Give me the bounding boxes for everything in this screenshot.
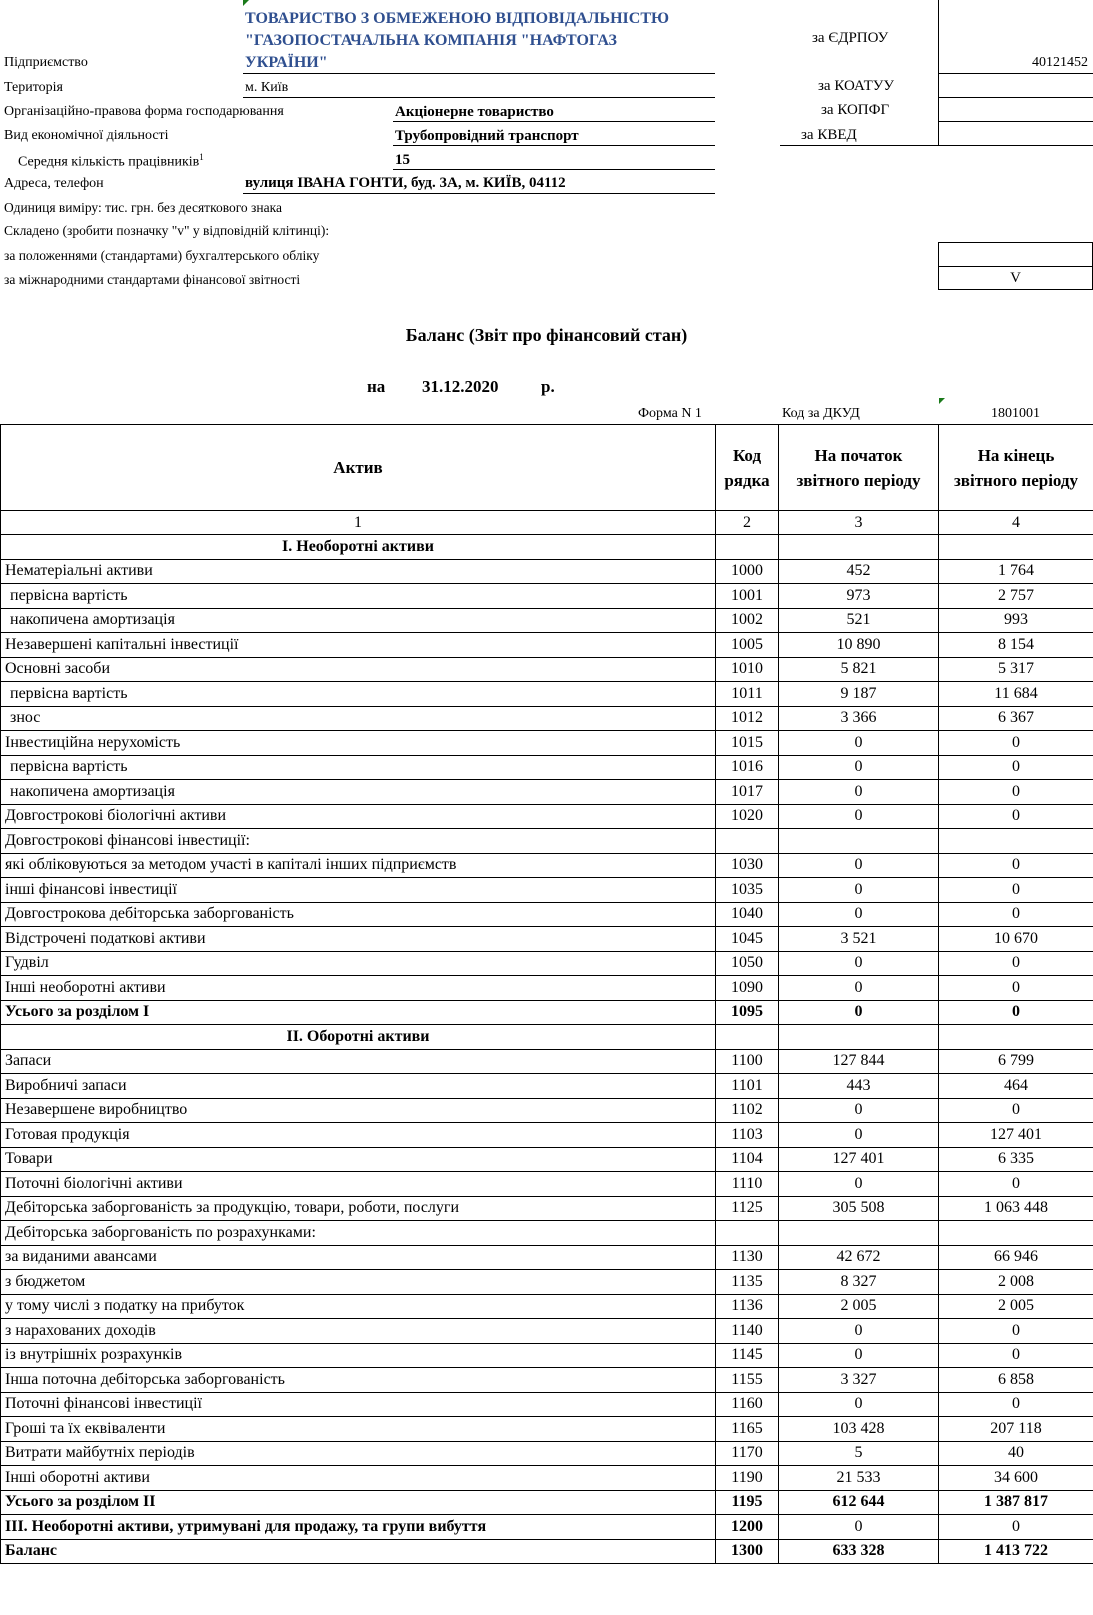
table-row bbox=[1, 559, 1093, 584]
row-label: Дебіторська заборгованість за продукцію, товари, роботи, послуги bbox=[1, 1196, 716, 1221]
row-end-value: 0 bbox=[939, 1000, 1093, 1025]
row-code: 1140 bbox=[716, 1319, 779, 1344]
column-number: 3 bbox=[779, 511, 939, 535]
table-row bbox=[1, 1172, 1093, 1197]
row-code: 1001 bbox=[716, 584, 779, 609]
row-start-value: 0 bbox=[779, 1172, 939, 1197]
table-row bbox=[1, 1441, 1093, 1466]
table-row bbox=[1, 633, 1093, 658]
activity-value: Трубопровідний транспорт bbox=[395, 128, 579, 144]
kved-underline bbox=[780, 145, 1093, 146]
row-end-value: 0 bbox=[939, 976, 1093, 1001]
row-start-value: 3 521 bbox=[779, 927, 939, 952]
edrpou-underline bbox=[938, 73, 1093, 74]
form-number: Форма N 1 bbox=[638, 406, 702, 421]
territory-value: м. Київ bbox=[245, 80, 289, 95]
balance-table bbox=[0, 424, 1093, 1564]
column-number: 1 bbox=[1, 511, 716, 535]
column-header-start-line1: На початок bbox=[814, 445, 903, 465]
row-label: які обліковуються за методом участі в капіталі інших підприємств bbox=[1, 853, 716, 878]
row-start-value: 0 bbox=[779, 731, 939, 756]
column-header-code-line2: рядка bbox=[724, 470, 770, 490]
national-standards-checkbox[interactable] bbox=[938, 242, 1093, 267]
table-row bbox=[1, 927, 1093, 952]
table-row bbox=[1, 1098, 1093, 1123]
row-end-value: 2 005 bbox=[939, 1294, 1093, 1319]
territory-underline bbox=[243, 97, 715, 98]
row-end-value: 0 bbox=[939, 780, 1093, 805]
row-end-value: 207 118 bbox=[939, 1417, 1093, 1442]
table-row bbox=[1, 608, 1093, 633]
row-end-value bbox=[939, 829, 1093, 854]
table-row bbox=[1, 976, 1093, 1001]
row-start-value: 0 bbox=[779, 804, 939, 829]
table-row bbox=[1, 1245, 1093, 1270]
row-start-value: 0 bbox=[779, 902, 939, 927]
total-row bbox=[1, 1490, 1093, 1515]
row-end-value: 993 bbox=[939, 608, 1093, 633]
row-label: Витрати майбутніх періодів bbox=[1, 1441, 716, 1466]
row-code: 1011 bbox=[716, 682, 779, 707]
row-code: 1300 bbox=[716, 1539, 779, 1564]
dkud-value: 1801001 bbox=[991, 406, 1040, 421]
row-end-value: 6 335 bbox=[939, 1147, 1093, 1172]
row-start-value: 0 bbox=[779, 1515, 939, 1540]
address-underline bbox=[243, 193, 715, 194]
employees-label-text: Середня кількість працівників bbox=[18, 154, 200, 170]
row-code: 1160 bbox=[716, 1392, 779, 1417]
row-start-value: 0 bbox=[779, 755, 939, 780]
row-start-value: 0 bbox=[779, 1343, 939, 1368]
row-start-value bbox=[779, 829, 939, 854]
national-standards-label: за положеннями (стандартами) бухгалтерського обліку bbox=[4, 248, 320, 263]
row-label: накопичена амортизація bbox=[1, 608, 716, 633]
row-label: Інша поточна дебіторська заборгованість bbox=[1, 1368, 716, 1393]
total-row bbox=[1, 1000, 1093, 1025]
row-label: Нематеріальні активи bbox=[1, 559, 716, 584]
row-label: за виданими авансами bbox=[1, 1245, 716, 1270]
row-end-value: 0 bbox=[939, 755, 1093, 780]
row-label: первісна вартість bbox=[1, 755, 716, 780]
row-end-value: 0 bbox=[939, 878, 1093, 903]
row-end-value: 0 bbox=[939, 1098, 1093, 1123]
row-code: 1000 bbox=[716, 559, 779, 584]
row-end-value: 66 946 bbox=[939, 1245, 1093, 1270]
row-start-value: 633 328 bbox=[779, 1539, 939, 1564]
row-code: 1155 bbox=[716, 1368, 779, 1393]
row-end-value: 0 bbox=[939, 853, 1093, 878]
koatuu-underline bbox=[938, 97, 1093, 98]
row-label: I. Необоротні активи bbox=[1, 535, 716, 560]
row-end-value bbox=[939, 1025, 1093, 1050]
row-end-value: 6 799 bbox=[939, 1049, 1093, 1074]
compiled-line: Складено (зробити позначку "v" у відповідній клітинці): bbox=[4, 223, 330, 238]
international-standards-checkbox[interactable]: V bbox=[938, 266, 1093, 290]
row-label: Інші необоротні активи bbox=[1, 976, 716, 1001]
address-value: вулиця ІВАНА ГОНТИ, буд. 3А, м. КИЇВ, 04112 bbox=[245, 175, 566, 191]
row-end-value: 1 413 722 bbox=[939, 1539, 1093, 1564]
row-label: у тому числі з податку на прибуток bbox=[1, 1294, 716, 1319]
row-code: 1015 bbox=[716, 731, 779, 756]
table-row bbox=[1, 1123, 1093, 1148]
row-code: 1030 bbox=[716, 853, 779, 878]
koatuu-label: за КОАТУУ bbox=[818, 78, 894, 94]
row-code: 1012 bbox=[716, 706, 779, 731]
row-label: Незавершене виробництво bbox=[1, 1098, 716, 1123]
row-code: 1195 bbox=[716, 1490, 779, 1515]
row-label: Виробничі запаси bbox=[1, 1074, 716, 1099]
row-start-value: 0 bbox=[779, 1098, 939, 1123]
table-row bbox=[1, 902, 1093, 927]
row-end-value: 0 bbox=[939, 1343, 1093, 1368]
row-start-value: 5 821 bbox=[779, 657, 939, 682]
row-end-value: 0 bbox=[939, 1515, 1093, 1540]
enterprise-underline bbox=[243, 73, 715, 74]
table-row bbox=[1, 657, 1093, 682]
address-label: Адреса, телефон bbox=[4, 176, 104, 191]
table-row bbox=[1, 1270, 1093, 1295]
row-start-value: 0 bbox=[779, 878, 939, 903]
row-code bbox=[716, 829, 779, 854]
row-end-value: 6 367 bbox=[939, 706, 1093, 731]
unit-line: Одиниця виміру: тис. грн. без десяткового знака bbox=[4, 200, 282, 215]
row-label: знос bbox=[1, 706, 716, 731]
column-header-asset: Актив bbox=[1, 425, 716, 511]
row-label: з бюджетом bbox=[1, 1270, 716, 1295]
row-end-value: 2 008 bbox=[939, 1270, 1093, 1295]
column-header-end-line2: звітного періоду bbox=[953, 470, 1079, 490]
row-start-value: 2 005 bbox=[779, 1294, 939, 1319]
table-row bbox=[1, 1049, 1093, 1074]
row-start-value: 443 bbox=[779, 1074, 939, 1099]
row-end-value: 34 600 bbox=[939, 1466, 1093, 1491]
row-code bbox=[716, 1025, 779, 1050]
row-end-value: 127 401 bbox=[939, 1123, 1093, 1148]
column-header-code-line1: Код bbox=[732, 445, 762, 465]
kopfg-label: за КОПФГ bbox=[821, 102, 890, 118]
row-label: накопичена амортизація bbox=[1, 780, 716, 805]
cell-marker bbox=[243, 0, 249, 6]
table-row bbox=[1, 1196, 1093, 1221]
table-row bbox=[1, 682, 1093, 707]
table-row bbox=[1, 706, 1093, 731]
row-label: Усього за розділом I bbox=[1, 1000, 716, 1025]
row-start-value: 0 bbox=[779, 1392, 939, 1417]
cell-marker bbox=[939, 398, 945, 404]
row-start-value: 0 bbox=[779, 1123, 939, 1148]
row-code: 1010 bbox=[716, 657, 779, 682]
table-row bbox=[1, 829, 1093, 854]
row-code: 1102 bbox=[716, 1098, 779, 1123]
total-row bbox=[1, 1515, 1093, 1540]
column-header-start bbox=[779, 425, 939, 511]
row-code: 1095 bbox=[716, 1000, 779, 1025]
row-label: з нарахованих доходів bbox=[1, 1319, 716, 1344]
section-header-row bbox=[1, 535, 1093, 560]
table-row bbox=[1, 1343, 1093, 1368]
employees-underline bbox=[393, 169, 715, 170]
employees-footnote: 1 bbox=[199, 152, 204, 162]
territory-label: Територія bbox=[4, 80, 63, 95]
row-label: Гудвіл bbox=[1, 951, 716, 976]
row-end-value: 8 154 bbox=[939, 633, 1093, 658]
activity-underline bbox=[393, 145, 715, 146]
row-label: Усього за розділом II bbox=[1, 1490, 716, 1515]
row-code: 1145 bbox=[716, 1343, 779, 1368]
row-end-value: 6 858 bbox=[939, 1368, 1093, 1393]
row-label: Незавершені капітальні інвестиції bbox=[1, 633, 716, 658]
row-label: Інші оборотні активи bbox=[1, 1466, 716, 1491]
row-code: 1017 bbox=[716, 780, 779, 805]
report-date: 31.12.2020 bbox=[422, 377, 499, 396]
row-end-value: 0 bbox=[939, 804, 1093, 829]
row-end-value: 0 bbox=[939, 1392, 1093, 1417]
row-label: Відстрочені податкові активи bbox=[1, 927, 716, 952]
row-code: 1050 bbox=[716, 951, 779, 976]
activity-label: Вид економічної діяльності bbox=[4, 128, 169, 143]
table-row bbox=[1, 1221, 1093, 1246]
international-standards-label: за міжнародними стандартами фінансової звітності bbox=[4, 272, 301, 287]
row-start-value bbox=[779, 1221, 939, 1246]
row-label: Поточні фінансові інвестиції bbox=[1, 1392, 716, 1417]
row-end-value: 0 bbox=[939, 731, 1093, 756]
row-label: Довгострокові біологічні активи bbox=[1, 804, 716, 829]
row-label: Запаси bbox=[1, 1049, 716, 1074]
table-body bbox=[1, 535, 1093, 1564]
table-row bbox=[1, 804, 1093, 829]
row-start-value: 0 bbox=[779, 1319, 939, 1344]
row-end-value: 1 764 bbox=[939, 559, 1093, 584]
column-number: 4 bbox=[939, 511, 1093, 535]
row-end-value: 0 bbox=[939, 1319, 1093, 1344]
table-row bbox=[1, 1392, 1093, 1417]
table-header-row bbox=[1, 425, 1093, 511]
table-row bbox=[1, 853, 1093, 878]
row-code bbox=[716, 535, 779, 560]
row-start-value: 21 533 bbox=[779, 1466, 939, 1491]
row-start-value: 8 327 bbox=[779, 1270, 939, 1295]
row-start-value: 0 bbox=[779, 976, 939, 1001]
row-label: Баланс bbox=[1, 1539, 716, 1564]
row-start-value bbox=[779, 535, 939, 560]
table-row bbox=[1, 584, 1093, 609]
employees-label bbox=[18, 152, 204, 171]
row-label: Довгострокові фінансові інвестиції: bbox=[1, 829, 716, 854]
column-number-row bbox=[1, 511, 1093, 535]
row-end-value bbox=[939, 1221, 1093, 1246]
row-end-value: 2 757 bbox=[939, 584, 1093, 609]
row-code: 1130 bbox=[716, 1245, 779, 1270]
row-label: Поточні біологічні активи bbox=[1, 1172, 716, 1197]
row-code: 1165 bbox=[716, 1417, 779, 1442]
row-code: 1190 bbox=[716, 1466, 779, 1491]
row-code: 1125 bbox=[716, 1196, 779, 1221]
row-label: Довгострокова дебіторська заборгованість bbox=[1, 902, 716, 927]
row-start-value: 0 bbox=[779, 780, 939, 805]
row-code: 1136 bbox=[716, 1294, 779, 1319]
edrpou-label: за ЄДРПОУ bbox=[812, 30, 889, 46]
row-code: 1104 bbox=[716, 1147, 779, 1172]
row-code: 1040 bbox=[716, 902, 779, 927]
row-code: 1110 bbox=[716, 1172, 779, 1197]
table-row bbox=[1, 1368, 1093, 1393]
row-start-value: 42 672 bbox=[779, 1245, 939, 1270]
legal-form-value: Акціонерне товариство bbox=[395, 104, 554, 120]
column-header-code bbox=[716, 425, 779, 511]
row-start-value: 103 428 bbox=[779, 1417, 939, 1442]
table-row bbox=[1, 951, 1093, 976]
row-start-value bbox=[779, 1025, 939, 1050]
row-code: 1103 bbox=[716, 1123, 779, 1148]
row-start-value: 521 bbox=[779, 608, 939, 633]
row-start-value: 9 187 bbox=[779, 682, 939, 707]
total-row bbox=[1, 1539, 1093, 1564]
section-header-row bbox=[1, 1025, 1093, 1050]
row-end-value: 1 063 448 bbox=[939, 1196, 1093, 1221]
row-label: Гроші та їх еквіваленти bbox=[1, 1417, 716, 1442]
row-end-value: 11 684 bbox=[939, 682, 1093, 707]
table-row bbox=[1, 1147, 1093, 1172]
row-code: 1045 bbox=[716, 927, 779, 952]
row-label: первісна вартість bbox=[1, 584, 716, 609]
row-start-value: 0 bbox=[779, 853, 939, 878]
row-start-value: 5 bbox=[779, 1441, 939, 1466]
row-end-value: 10 670 bbox=[939, 927, 1093, 952]
kopfg-underline bbox=[938, 121, 1093, 122]
row-label: первісна вартість bbox=[1, 682, 716, 707]
row-code bbox=[716, 1221, 779, 1246]
table-row bbox=[1, 780, 1093, 805]
row-end-value: 0 bbox=[939, 902, 1093, 927]
row-end-value: 1 387 817 bbox=[939, 1490, 1093, 1515]
table-row bbox=[1, 1466, 1093, 1491]
table-row bbox=[1, 1294, 1093, 1319]
dkud-label: Код за ДКУД bbox=[782, 406, 860, 421]
row-code: 1002 bbox=[716, 608, 779, 633]
row-label: II. Оборотні активи bbox=[1, 1025, 716, 1050]
row-label: Основні засоби bbox=[1, 657, 716, 682]
row-start-value: 305 508 bbox=[779, 1196, 939, 1221]
row-start-value: 973 bbox=[779, 584, 939, 609]
row-code: 1200 bbox=[716, 1515, 779, 1540]
row-code: 1101 bbox=[716, 1074, 779, 1099]
page-title: Баланс (Звіт про фінансовий стан) bbox=[405, 325, 688, 345]
row-label: Дебіторська заборгованість по розрахунками: bbox=[1, 1221, 716, 1246]
row-label: Готовая продукція bbox=[1, 1123, 716, 1148]
table-row bbox=[1, 755, 1093, 780]
row-start-value: 0 bbox=[779, 1000, 939, 1025]
row-end-value: 0 bbox=[939, 1172, 1093, 1197]
column-header-start-line2: звітного періоду bbox=[796, 470, 921, 490]
table-row bbox=[1, 878, 1093, 903]
enterprise-name: ТОВАРИСТВО З ОБМЕЖЕНОЮ ВІДПОВІДАЛЬНІСТЮ "ГАЗОПОСТАЧАЛЬНА КОМПАНІЯ "НАФТОГАЗ УКРАЇНИ" bbox=[245, 10, 669, 71]
row-start-value: 612 644 bbox=[779, 1490, 939, 1515]
row-end-value: 0 bbox=[939, 951, 1093, 976]
table-row bbox=[1, 1074, 1093, 1099]
row-start-value: 10 890 bbox=[779, 633, 939, 658]
row-code: 1100 bbox=[716, 1049, 779, 1074]
row-start-value: 0 bbox=[779, 951, 939, 976]
date-prefix: на bbox=[367, 377, 386, 396]
column-header-end-line1: На кінець bbox=[977, 445, 1055, 465]
row-code: 1135 bbox=[716, 1270, 779, 1295]
row-code: 1170 bbox=[716, 1441, 779, 1466]
edrpou-value: 40121452 bbox=[1032, 55, 1088, 70]
column-number: 2 bbox=[716, 511, 779, 535]
row-code: 1020 bbox=[716, 804, 779, 829]
row-label: Товари bbox=[1, 1147, 716, 1172]
row-end-value: 5 317 bbox=[939, 657, 1093, 682]
row-code: 1035 bbox=[716, 878, 779, 903]
table-row bbox=[1, 1417, 1093, 1442]
table-row bbox=[1, 731, 1093, 756]
row-label: III. Необоротні активи, утримувані для продажу, та групи вибуття bbox=[1, 1515, 716, 1540]
row-code: 1016 bbox=[716, 755, 779, 780]
row-label: Інвестиційна нерухомість bbox=[1, 731, 716, 756]
legal-form-underline bbox=[393, 121, 715, 122]
enterprise-label: Підприємство bbox=[4, 55, 88, 70]
row-start-value: 3 366 bbox=[779, 706, 939, 731]
row-start-value: 452 bbox=[779, 559, 939, 584]
row-start-value: 127 844 bbox=[779, 1049, 939, 1074]
row-start-value: 127 401 bbox=[779, 1147, 939, 1172]
legal-form-label: Організаційно-правова форма господарювання bbox=[4, 104, 284, 119]
kved-label: за КВЕД bbox=[801, 127, 857, 143]
table-row bbox=[1, 1319, 1093, 1344]
row-label: інші фінансові інвестиції bbox=[1, 878, 716, 903]
date-suffix: р. bbox=[541, 377, 555, 396]
employees-value: 15 bbox=[395, 152, 410, 168]
column-header-end bbox=[939, 425, 1093, 511]
row-code: 1005 bbox=[716, 633, 779, 658]
row-end-value bbox=[939, 535, 1093, 560]
row-label: із внутрішніх розрахунків bbox=[1, 1343, 716, 1368]
row-end-value: 464 bbox=[939, 1074, 1093, 1099]
row-code: 1090 bbox=[716, 976, 779, 1001]
row-start-value: 3 327 bbox=[779, 1368, 939, 1393]
row-end-value: 40 bbox=[939, 1441, 1093, 1466]
